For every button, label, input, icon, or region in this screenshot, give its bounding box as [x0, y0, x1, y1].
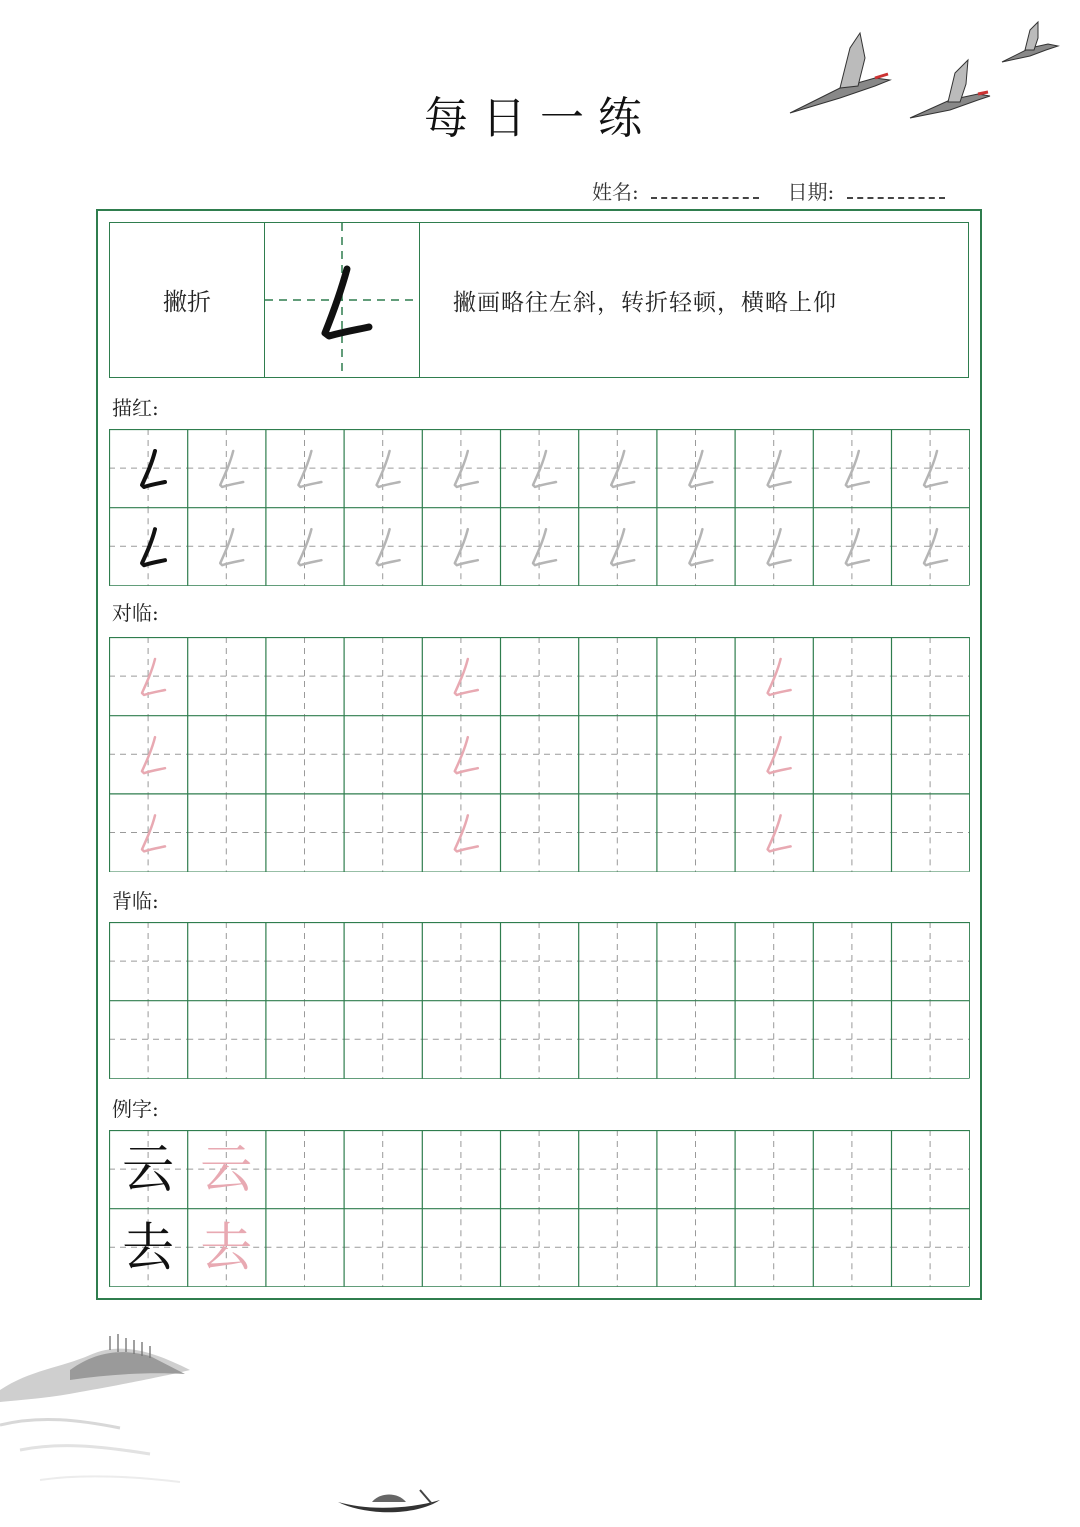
grid-cell[interactable]: [265, 793, 343, 871]
grid-cell[interactable]: [500, 715, 578, 793]
grid-cell[interactable]: [578, 1208, 656, 1286]
grid-cell[interactable]: [578, 922, 656, 1000]
grid-cell[interactable]: [735, 1130, 813, 1208]
grid-cell[interactable]: [735, 1208, 813, 1286]
grid-cell[interactable]: [578, 637, 656, 715]
stroke-glyph: [142, 451, 165, 487]
grid-cell[interactable]: [265, 1000, 343, 1078]
example-trace-char: 云: [200, 1140, 253, 1201]
grid-cell[interactable]: [735, 922, 813, 1000]
grid-cell[interactable]: [891, 1130, 969, 1208]
page-title: 每日一练: [424, 93, 656, 144]
example-char: 云: [122, 1140, 175, 1201]
grid-cell[interactable]: [265, 922, 343, 1000]
stroke-glyph: [377, 529, 400, 565]
grid-cell[interactable]: [891, 715, 969, 793]
grid-cell[interactable]: [109, 922, 187, 1000]
grid-cell[interactable]: [187, 715, 265, 793]
stroke-glyph: [298, 451, 321, 487]
stroke-glyph: [220, 529, 243, 565]
stroke-glyph: [142, 529, 165, 565]
stroke-glyph: [455, 659, 478, 695]
grid-cell[interactable]: [109, 1000, 187, 1078]
grid-cell[interactable]: [422, 1130, 500, 1208]
stroke-glyph: [298, 529, 321, 565]
stroke-name: 撇折: [163, 288, 211, 316]
stroke-glyph: [455, 815, 478, 851]
grid-cell[interactable]: [813, 793, 891, 871]
example-grid[interactable]: [109, 1130, 970, 1287]
stroke-glyph-cell: [265, 223, 419, 377]
grid-cell[interactable]: [500, 922, 578, 1000]
stroke-glyph: [768, 737, 791, 773]
stroke-glyph: [689, 451, 712, 487]
memory-label: 背临:: [112, 889, 159, 913]
stroke-glyph: [768, 659, 791, 695]
grid-cell[interactable]: [656, 1000, 734, 1078]
stroke-glyph: [220, 451, 243, 487]
grid-cell[interactable]: [891, 637, 969, 715]
grid-cell[interactable]: [187, 637, 265, 715]
grid-cell[interactable]: [656, 1130, 734, 1208]
stroke-glyph: [142, 737, 165, 773]
stroke-glyph: [455, 737, 478, 773]
grid-cell[interactable]: [891, 922, 969, 1000]
grid-cell[interactable]: [813, 1000, 891, 1078]
stroke-glyph: [768, 529, 791, 565]
stroke-glyph: [377, 451, 400, 487]
grid-cell[interactable]: [265, 1130, 343, 1208]
crane-icon: [1002, 22, 1058, 62]
grid-cell[interactable]: [813, 715, 891, 793]
copy-grid[interactable]: [109, 637, 970, 872]
date-field[interactable]: [847, 197, 945, 199]
stroke-glyph: [611, 451, 634, 487]
boat-icon: [336, 1488, 446, 1518]
grid-cell[interactable]: [344, 1208, 422, 1286]
grid-cell[interactable]: [265, 715, 343, 793]
trace-grid[interactable]: [109, 429, 970, 586]
grid-cell[interactable]: [813, 637, 891, 715]
grid-cell[interactable]: [187, 793, 265, 871]
memory-grid[interactable]: [109, 922, 970, 1079]
grid-cell[interactable]: [656, 1208, 734, 1286]
stroke-glyph: [846, 451, 869, 487]
grid-cell[interactable]: [656, 637, 734, 715]
grid-cell[interactable]: [891, 1208, 969, 1286]
example-label: 例字:: [112, 1097, 159, 1121]
grid-cell[interactable]: [578, 1130, 656, 1208]
stroke-glyph: [768, 815, 791, 851]
grid-cell[interactable]: [344, 715, 422, 793]
student-info: [592, 176, 945, 205]
stroke-glyph: [924, 451, 947, 487]
stroke-glyph: [611, 529, 634, 565]
stroke-glyph: [142, 815, 165, 851]
grid-cell[interactable]: [344, 1000, 422, 1078]
grid-cell[interactable]: [656, 715, 734, 793]
grid-cell[interactable]: [422, 1000, 500, 1078]
grid-cell[interactable]: [344, 1130, 422, 1208]
stroke-glyph: [325, 269, 369, 336]
stroke-glyph: [142, 659, 165, 695]
grid-cell[interactable]: [187, 1000, 265, 1078]
ink-landscape-icon: [0, 1330, 260, 1527]
stroke-glyph: [533, 529, 556, 565]
grid-cell[interactable]: [656, 793, 734, 871]
copy-label: 对临:: [112, 601, 159, 625]
grid-cell[interactable]: [500, 1130, 578, 1208]
stroke-glyph: [533, 451, 556, 487]
name-field[interactable]: [651, 197, 759, 199]
grid-cell[interactable]: [265, 637, 343, 715]
grid-cell[interactable]: [813, 1208, 891, 1286]
stroke-glyph: [846, 529, 869, 565]
grid-cell[interactable]: [500, 1000, 578, 1078]
stroke-glyph: [455, 529, 478, 565]
stroke-glyph: [689, 529, 712, 565]
grid-cell[interactable]: [735, 1000, 813, 1078]
grid-cell[interactable]: [265, 1208, 343, 1286]
grid-cell[interactable]: [344, 793, 422, 871]
grid-cell[interactable]: [891, 1000, 969, 1078]
grid-cell[interactable]: [187, 922, 265, 1000]
grid-cell[interactable]: [656, 922, 734, 1000]
stroke-glyph: [924, 529, 947, 565]
grid-cell[interactable]: [500, 1208, 578, 1286]
grid-cell[interactable]: [891, 793, 969, 871]
name-label: 姓名:: [592, 180, 639, 204]
example-char: 去: [122, 1218, 175, 1279]
grid-cell[interactable]: [500, 637, 578, 715]
stroke-glyph: [768, 451, 791, 487]
example-trace-char: 去: [200, 1218, 253, 1279]
grid-cell[interactable]: [578, 1000, 656, 1078]
grid-cell[interactable]: [578, 793, 656, 871]
stroke-glyph: [455, 451, 478, 487]
grid-cell[interactable]: [813, 1130, 891, 1208]
grid-cell[interactable]: [500, 793, 578, 871]
stroke-description: 撇画略往左斜，转折轻顿，横略上仰: [453, 290, 837, 316]
grid-cell[interactable]: [813, 922, 891, 1000]
grid-cell[interactable]: [422, 922, 500, 1000]
grid-cell[interactable]: [344, 922, 422, 1000]
date-label: 日期:: [787, 180, 835, 204]
grid-cell[interactable]: [344, 637, 422, 715]
grid-cell[interactable]: [578, 715, 656, 793]
trace-label: 描红:: [112, 396, 159, 420]
grid-cell[interactable]: [422, 1208, 500, 1286]
